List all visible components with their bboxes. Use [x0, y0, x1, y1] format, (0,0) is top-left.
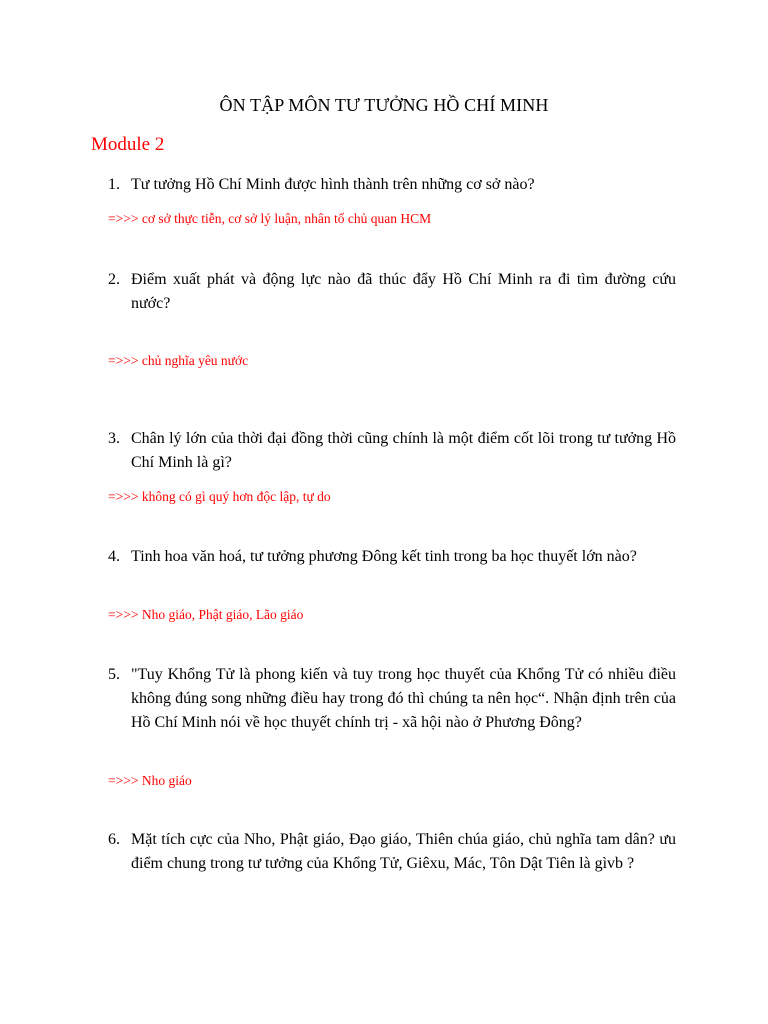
- question-5: [108, 663, 676, 735]
- module-heading: Module 2: [91, 134, 165, 155]
- answer-1: =>>> cơ sở thực tiễn, cơ sở lý luận, nhân tố chủ quan HCM: [108, 211, 432, 226]
- question-6: [108, 828, 676, 876]
- question-number: 4.: [108, 548, 120, 565]
- question-1: [108, 173, 676, 197]
- answer-5: =>>> Nho giáo: [108, 773, 192, 788]
- answer-4: =>>> Nho giáo, Phật giáo, Lão giáo: [108, 607, 304, 622]
- question-text: Tư tưởng Hồ Chí Minh được hình thành trên những cơ sở nào?: [131, 176, 535, 193]
- question-3: [108, 427, 676, 475]
- question-text: "Tuy Khổng Tử là phong kiến và tuy trong học thuyết của Khổng Tử có nhiều điều không đúng song những điều hay trong đó thì chúng ta nên học“. Nhận định trên của Hồ Chí Minh nói về học thuyết chính trị - xã hội nào ở Phương Đông?: [131, 666, 676, 731]
- question-number: 5.: [108, 666, 120, 683]
- question-number: 3.: [108, 430, 120, 447]
- question-4: [108, 545, 676, 569]
- question-number: 2.: [108, 271, 120, 288]
- answer-2: =>>> chủ nghĩa yêu nước: [108, 353, 249, 368]
- question-2: [108, 268, 676, 316]
- question-text: Điểm xuất phát và động lực nào đã thúc đẩy Hồ Chí Minh ra đi tìm đường cứu nước?: [131, 271, 676, 312]
- question-text: Mặt tích cực của Nho, Phật giáo, Đạo giáo, Thiên chúa giáo, chủ nghĩa tam dân? ưu điểm chung trong tư tưởng của Khổng Tử, Giêxu, Mác, Tôn Dật Tiên là gìvb ?: [131, 831, 676, 872]
- document-title: ÔN TẬP MÔN TƯ TƯỞNG HỒ CHÍ MINH: [219, 95, 549, 115]
- answer-3: =>>> không có gì quý hơn độc lập, tự do: [108, 489, 331, 504]
- question-number: 6.: [108, 831, 120, 848]
- question-number: 1.: [108, 176, 120, 193]
- question-text: Tinh hoa văn hoá, tư tưởng phương Đông kết tinh trong ba học thuyết lớn nào?: [131, 548, 637, 565]
- question-text: Chân lý lớn của thời đại đồng thời cũng chính là một điểm cốt lõi trong tư tưởng Hồ Chí Minh là gì?: [131, 430, 676, 471]
